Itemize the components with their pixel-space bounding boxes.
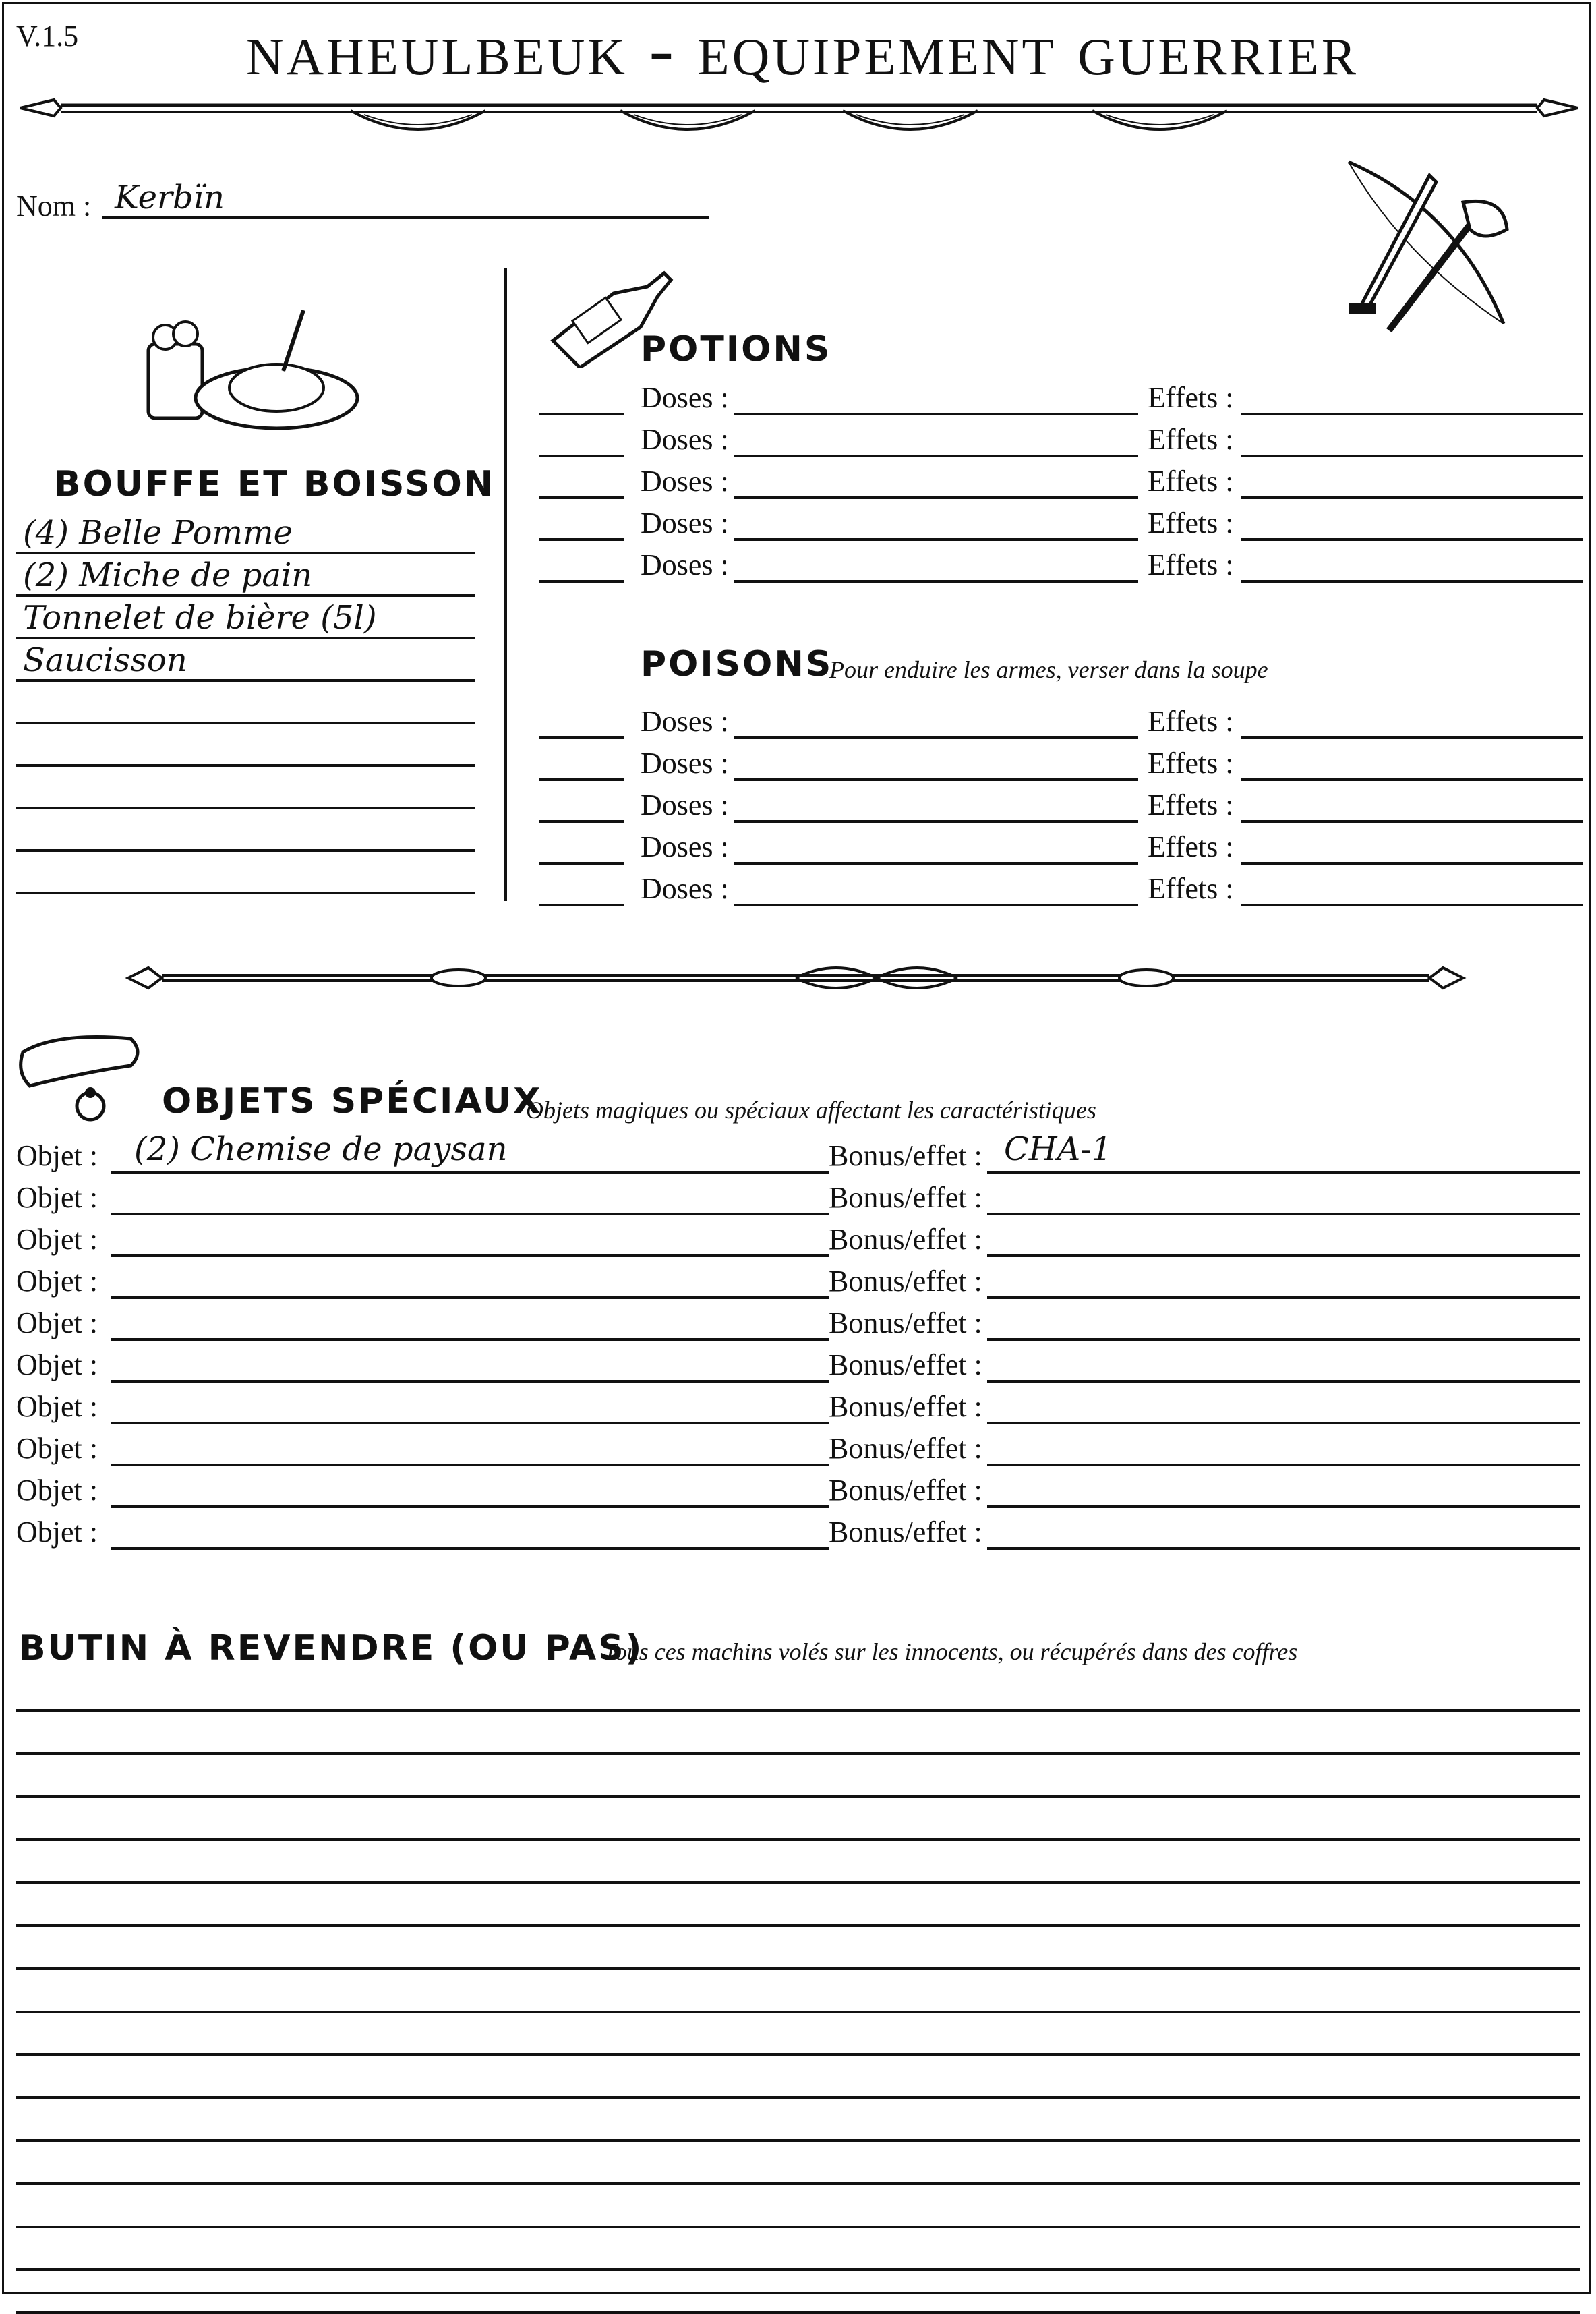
object-field-line: [111, 1505, 829, 1508]
loot-line[interactable]: [16, 2139, 1580, 2142]
food-item[interactable]: [16, 768, 475, 810]
object-label: Objet :: [16, 1223, 98, 1256]
bonus-label: Bonus/effet :: [829, 1348, 982, 1381]
special-row: [16, 1433, 1580, 1474]
loot-line[interactable]: [16, 1967, 1580, 1970]
potions-doses-label: Doses :: [641, 381, 729, 414]
bonus-field-line: [987, 1296, 1580, 1299]
poisons-doses-field[interactable]: [734, 904, 1138, 906]
object-label: Objet :: [16, 1390, 98, 1423]
object-value[interactable]: (2) Chemise de paysan: [134, 1130, 508, 1168]
potions-effects-field[interactable]: [1241, 413, 1583, 415]
bonus-field-line: [987, 1171, 1580, 1174]
object-field-line: [111, 1422, 829, 1424]
potions-row: [539, 548, 1585, 594]
food-item[interactable]: [16, 640, 475, 683]
potions-effects-label: Effets :: [1148, 465, 1234, 498]
loot-line[interactable]: [16, 2226, 1580, 2228]
potions-effects-field[interactable]: [1241, 455, 1583, 457]
bonus-field-line: [987, 1380, 1580, 1383]
food-item-text[interactable]: (2) Miche de pain: [23, 556, 313, 594]
special-row: [16, 1182, 1580, 1223]
food-item[interactable]: [16, 513, 475, 555]
object-field-line: [111, 1296, 829, 1299]
bonus-field-line: [987, 1338, 1580, 1341]
special-row: [16, 1307, 1580, 1349]
bonus-field-line: [987, 1213, 1580, 1215]
poisons-doses-field[interactable]: [734, 820, 1138, 823]
poisons-row: [539, 705, 1585, 750]
poisons-doses-label: Doses :: [641, 830, 729, 863]
potions-effects-field[interactable]: [1241, 580, 1583, 583]
object-label: Objet :: [16, 1181, 98, 1214]
food-item-line: [16, 764, 475, 767]
food-item-line: [16, 722, 475, 724]
bonus-label: Bonus/effet :: [829, 1474, 982, 1507]
food-item-text[interactable]: (4) Belle Pomme: [23, 514, 293, 552]
potions-effects-field[interactable]: [1241, 496, 1583, 499]
object-field-line: [111, 1254, 829, 1257]
food-item[interactable]: [16, 598, 475, 640]
poisons-doses-label: Doses :: [641, 872, 729, 905]
object-field-line: [111, 1213, 829, 1215]
special-row: [16, 1223, 1580, 1265]
loot-line[interactable]: [16, 1709, 1580, 1712]
loot-line[interactable]: [16, 1838, 1580, 1841]
potions-doses-field[interactable]: [734, 413, 1138, 415]
loot-line[interactable]: [16, 1881, 1580, 1884]
bonus-label: Bonus/effet :: [829, 1181, 982, 1214]
special-row: [16, 1391, 1580, 1433]
food-plate-icon: [135, 303, 364, 438]
object-field-line: [111, 1547, 829, 1550]
poisons-effects-label: Effets :: [1148, 747, 1234, 780]
food-item-line: [16, 892, 475, 894]
bonus-field-line: [987, 1422, 1580, 1424]
name-value[interactable]: Kerbïn: [115, 179, 225, 216]
poisons-subtitle: Pour enduire les armes, verser dans la soupe: [829, 656, 1268, 683]
poisons-effects-field[interactable]: [1241, 862, 1583, 865]
food-item-line: [16, 552, 475, 554]
food-item-line: [16, 679, 475, 682]
object-label: Objet :: [16, 1139, 98, 1172]
poisons-doses-field[interactable]: [734, 778, 1138, 781]
poisons-quantity-line[interactable]: [539, 778, 624, 781]
loot-line[interactable]: [16, 2182, 1580, 2185]
bonus-label: Bonus/effet :: [829, 1265, 982, 1298]
special-row: [16, 1265, 1580, 1307]
food-item[interactable]: [16, 852, 475, 895]
loot-subtitle: Tous ces machins volés sur les innocents, ou récupérés dans des coffres: [603, 1638, 1298, 1665]
special-row: [16, 1349, 1580, 1391]
poisons-effects-field[interactable]: [1241, 736, 1583, 739]
potions-row: [539, 381, 1585, 426]
object-field-line: [111, 1380, 829, 1383]
food-item-text[interactable]: Tonnelet de bière (5l): [23, 599, 377, 637]
potions-title: POTIONS: [641, 329, 832, 370]
potions-effects-label: Effets :: [1148, 423, 1234, 456]
object-field-line: [111, 1171, 829, 1174]
loot-line[interactable]: [16, 2011, 1580, 2013]
object-label: Objet :: [16, 1348, 98, 1381]
food-item-line: [16, 637, 475, 639]
name-line: [102, 216, 709, 219]
object-label: Objet :: [16, 1306, 98, 1339]
food-item-line: [16, 849, 475, 852]
food-item-line: [16, 594, 475, 597]
potions-effects-field[interactable]: [1241, 538, 1583, 541]
poisons-row: [539, 872, 1585, 917]
food-item[interactable]: [16, 683, 475, 725]
poisons-effects-field[interactable]: [1241, 820, 1583, 823]
crossed-weapons-icon: [1322, 155, 1524, 344]
food-item-text[interactable]: Saucisson: [23, 641, 187, 679]
column-divider: [504, 268, 507, 901]
poisons-doses-field[interactable]: [734, 862, 1138, 865]
poisons-doses-label: Doses :: [641, 705, 729, 738]
poisons-effects-label: Effets :: [1148, 830, 1234, 863]
bonus-value[interactable]: CHA-1: [1004, 1130, 1113, 1168]
potions-row: [539, 465, 1585, 510]
poisons-effects-field[interactable]: [1241, 778, 1583, 781]
scroll-ring-icon: [16, 1025, 151, 1126]
food-item-line: [16, 807, 475, 809]
object-label: Objet :: [16, 1474, 98, 1507]
potions-quantity-line[interactable]: [539, 455, 624, 457]
food-item[interactable]: [16, 555, 475, 598]
loot-title: BUTIN À REVENDRE (OU PAS): [19, 1628, 644, 1669]
poisons-quantity-line[interactable]: [539, 862, 624, 865]
version-label: V.1.5: [16, 20, 79, 53]
poisons-quantity-line[interactable]: [539, 820, 624, 823]
potions-row: [539, 423, 1585, 468]
page-title: naheulbeuk - equipement guerrier: [245, 8, 1359, 90]
bonus-label: Bonus/effet :: [829, 1139, 982, 1172]
poisons-quantity-line[interactable]: [539, 736, 624, 739]
object-label: Objet :: [16, 1515, 98, 1549]
name-label: Nom :: [16, 190, 92, 223]
poisons-effects-label: Effets :: [1148, 705, 1234, 738]
poisons-row: [539, 830, 1585, 875]
staff-divider-icon: [121, 958, 1470, 998]
special-row: [16, 1130, 1580, 1182]
potions-doses-field[interactable]: [734, 538, 1138, 541]
potions-doses-field[interactable]: [734, 580, 1138, 583]
loot-line[interactable]: [16, 2096, 1580, 2099]
potions-doses-label: Doses :: [641, 507, 729, 540]
loot-line[interactable]: [16, 2053, 1580, 2056]
potions-row: [539, 507, 1585, 552]
bonus-label: Bonus/effet :: [829, 1432, 982, 1465]
potions-effects-label: Effets :: [1148, 381, 1234, 414]
food-item[interactable]: [16, 810, 475, 852]
poisons-row: [539, 788, 1585, 834]
bonus-label: Bonus/effet :: [829, 1306, 982, 1339]
potions-doses-label: Doses :: [641, 548, 729, 581]
loot-line[interactable]: [16, 2268, 1580, 2271]
object-label: Objet :: [16, 1432, 98, 1465]
potions-doses-label: Doses :: [641, 465, 729, 498]
poisons-doses-label: Doses :: [641, 747, 729, 780]
bonus-label: Bonus/effet :: [829, 1390, 982, 1423]
potions-quantity-line[interactable]: [539, 538, 624, 541]
poisons-row: [539, 747, 1585, 792]
food-title: BOUFFE ET BOISSON: [54, 464, 496, 504]
special-row: [16, 1474, 1580, 1516]
loot-line[interactable]: [16, 2311, 1580, 2314]
loot-line[interactable]: [16, 1924, 1580, 1927]
special-row: [16, 1516, 1580, 1558]
potions-effects-label: Effets :: [1148, 507, 1234, 540]
poisons-doses-field[interactable]: [734, 736, 1138, 739]
potions-effects-label: Effets :: [1148, 548, 1234, 581]
poisons-title: POISONS: [641, 644, 833, 685]
potions-doses-field[interactable]: [734, 455, 1138, 457]
poisons-doses-label: Doses :: [641, 788, 729, 821]
potions-quantity-line[interactable]: [539, 580, 624, 583]
bonus-field-line: [987, 1254, 1580, 1257]
loot-line[interactable]: [16, 1752, 1580, 1755]
loot-line[interactable]: [16, 1795, 1580, 1798]
bonus-field-line: [987, 1464, 1580, 1466]
object-label: Objet :: [16, 1265, 98, 1298]
poisons-effects-label: Effets :: [1148, 872, 1234, 905]
potions-quantity-line[interactable]: [539, 413, 624, 415]
bonus-field-line: [987, 1547, 1580, 1550]
special-title: OBJETS SPÉCIAUX: [162, 1081, 543, 1122]
spear-divider-icon: [13, 81, 1585, 155]
bonus-field-line: [987, 1505, 1580, 1508]
potions-quantity-line[interactable]: [539, 496, 624, 499]
poisons-quantity-line[interactable]: [539, 904, 624, 906]
object-field-line: [111, 1464, 829, 1466]
bonus-label: Bonus/effet :: [829, 1223, 982, 1256]
food-item[interactable]: [16, 725, 475, 768]
special-subtitle: Objets magiques ou spéciaux affectant les caractéristiques: [526, 1097, 1096, 1124]
object-field-line: [111, 1338, 829, 1341]
bonus-label: Bonus/effet :: [829, 1515, 982, 1549]
potions-doses-label: Doses :: [641, 423, 729, 456]
poisons-effects-label: Effets :: [1148, 788, 1234, 821]
potions-doses-field[interactable]: [734, 496, 1138, 499]
poisons-effects-field[interactable]: [1241, 904, 1583, 906]
